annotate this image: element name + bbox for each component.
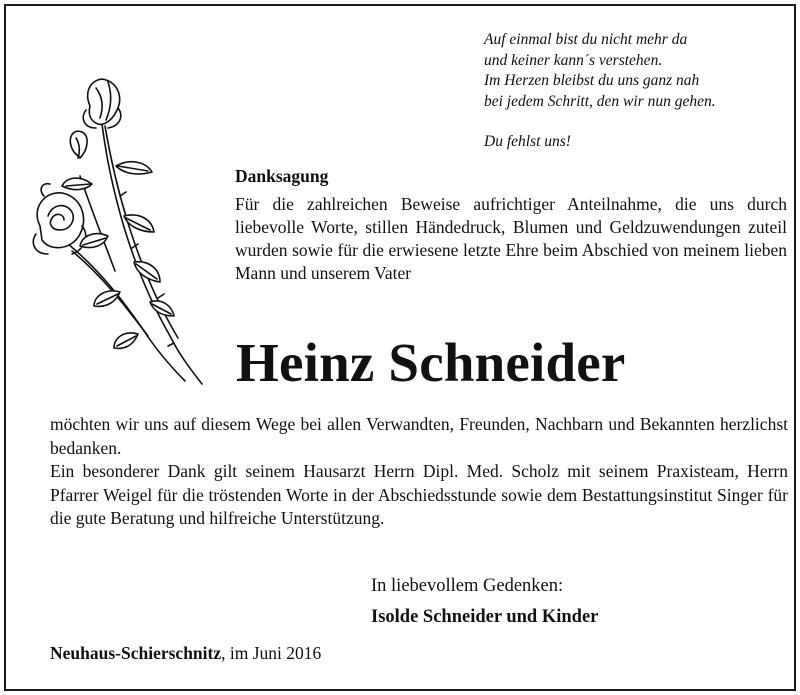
notice-heading: Danksagung: [235, 166, 329, 186]
thanks-paragraph: Ein besonderer Dank gilt seinem Hausarzt Herrn Dipl. Med. Scholz mit seinem Praxisteam, Herrn Pfarrer Weigel für die tröstenden Worte in der Abschiedsstunde sowie dem Bestattungsinstitut Singer für die gute Beratung und hilfreiche Unterstützung.: [50, 461, 788, 528]
thanks-body: [50, 413, 788, 531]
intro-text: Für die zahlreichen Beweise aufrichtiger Anteilnahme, die uns durch liebevolle Worte, stillen Händedruck, Blumen und Geldzuwendungen zuteil wurden sowie für die erwiesene letzte Ehre beim Abschied von meinem lieben Mann und unserem Vater: [235, 194, 787, 283]
date-text: , im Juni 2016: [221, 643, 322, 663]
rose-illustration-icon: [20, 66, 210, 396]
poem-line: Auf einmal bist du nicht mehr da: [484, 31, 688, 48]
closing-phrase: In liebevollem Gedenken:: [371, 576, 564, 596]
poem-line: Im Herzen bleibst du uns ganz nah: [484, 72, 700, 89]
poem-closing: Du fehlst uns!: [484, 133, 571, 150]
place-name: Neuhaus-Schierschnitz: [50, 643, 222, 663]
signature: Isolde Schneider und Kinder: [371, 607, 599, 627]
closing-block: [371, 571, 598, 633]
memorial-poem: [484, 30, 784, 153]
thanks-paragraph: möchten wir uns auf diesem Wege bei allen Verwandten, Freunden, Nachbarn und Bekannten herzlichst bedanken.: [50, 414, 788, 458]
poem-line: und keiner kann´s verstehen.: [484, 51, 663, 69]
deceased-name: Heinz Schneider: [236, 332, 626, 393]
place-date-line: [50, 643, 321, 664]
obituary-card: [4, 4, 796, 691]
poem-line: bei jedem Schritt, den wir nun gehen.: [484, 92, 716, 110]
